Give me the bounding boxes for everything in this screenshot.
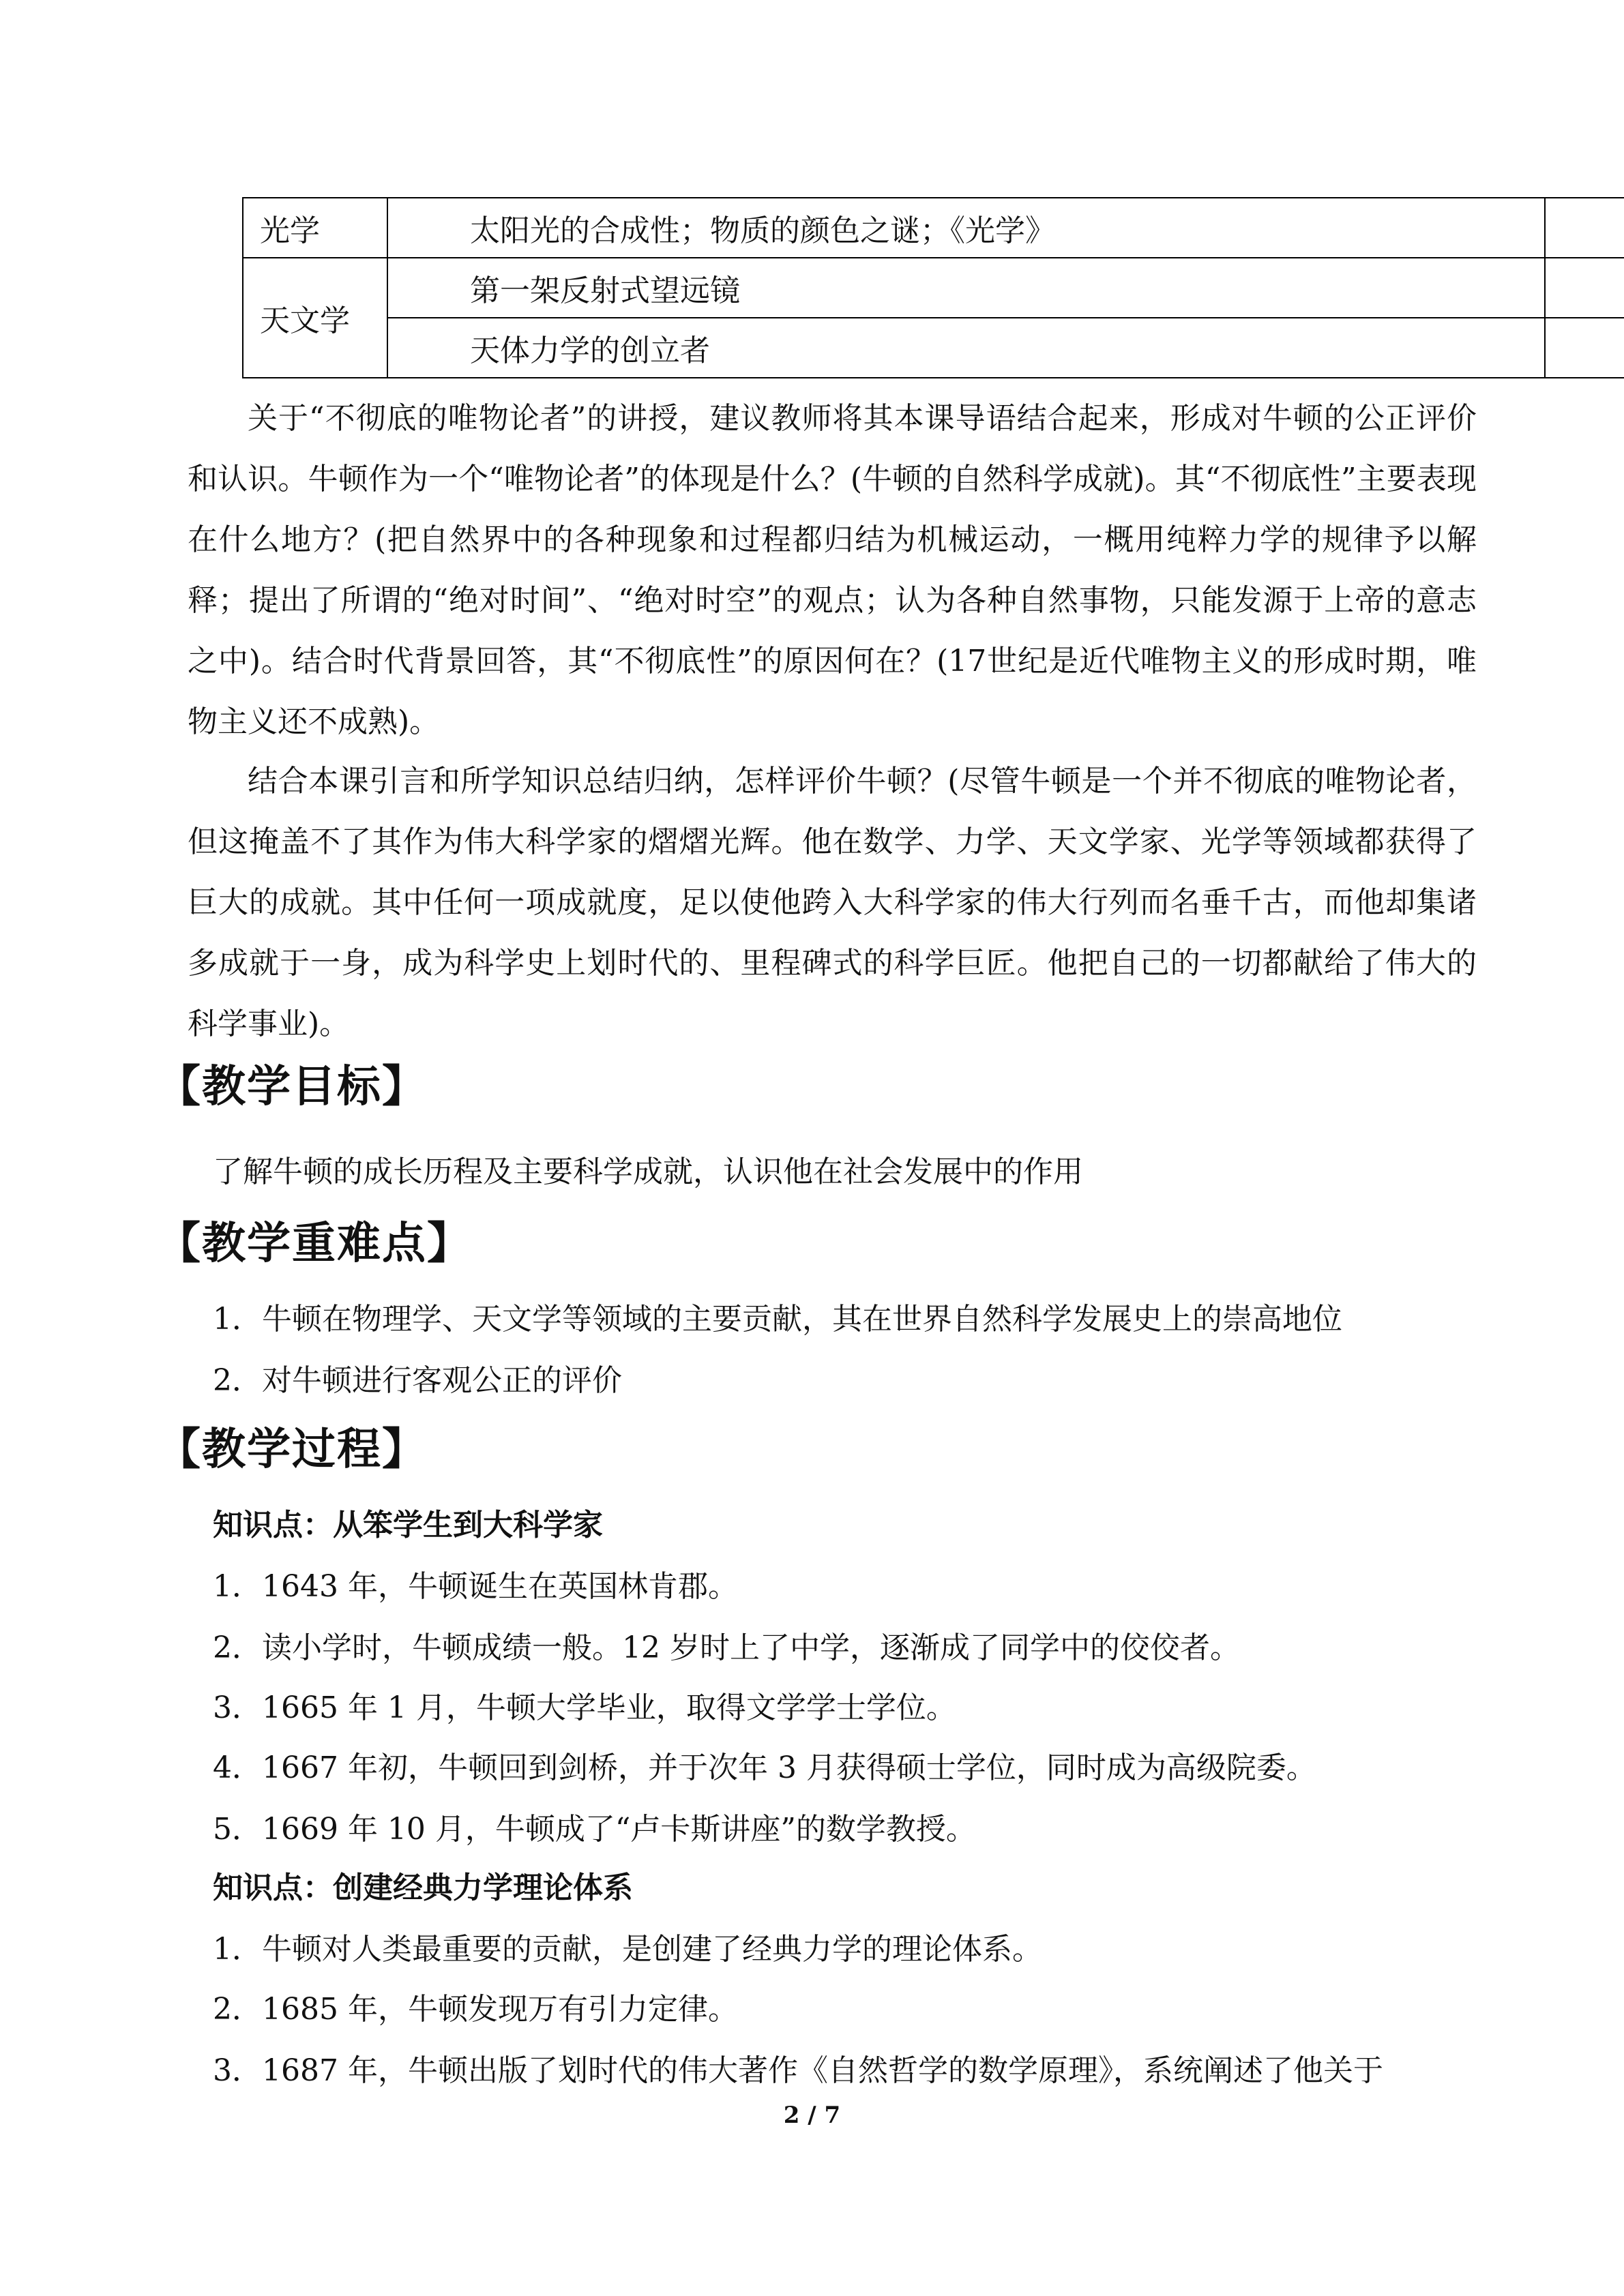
- table-cell-subject: 天文学: [243, 258, 387, 378]
- knowledge-point-title: 知识点：创建经典力学理论体系: [213, 1870, 633, 1905]
- heading-process: 【教学过程】: [157, 1425, 427, 1475]
- paragraph-evaluation: 结合本课引言和所学知识总结归纳，怎样评价牛顿？(尽管牛顿是一个并不彻底的唯物论者，但这掩盖不了其作为伟大科学家的熠熠光辉。他在数学、力学、天文学家、光学等领域都获得了巨大的成就。其中任何一项成就度，足以使他跨入大科学家的伟大行列而名垂千古，而他却集诸多成就于一身，成为科学史上划时代的、里程碑式的科学巨匠。他把自己的一切都献给了伟大的科学事业)。: [188, 764, 1477, 1041]
- table-cell-blank: [1545, 258, 1624, 318]
- table-cell-blank: [1545, 318, 1624, 378]
- heading-keypoints: 【教学重难点】: [157, 1219, 472, 1269]
- list-item: 2．读小学时，牛顿成绩一般。12 岁时上了中学，逐渐成了同学中的佼佼者。: [213, 1630, 1240, 1665]
- keypoint-item: 1．牛顿在物理学、天文学等领域的主要贡献，其在世界自然科学发展史上的崇高地位: [213, 1302, 1342, 1337]
- objectives-text: 了解牛顿的成长历程及主要科学成就，认识他在社会发展中的作用: [213, 1154, 1083, 1189]
- table-cell-content: 天体力学的创立者: [387, 318, 1545, 378]
- heading-objectives: 【教学目标】: [157, 1062, 427, 1112]
- list-item: 5．1669 年 10 月，牛顿成了“卢卡斯讲座”的数学教授。: [213, 1812, 976, 1847]
- keypoint-item: 2．对牛顿进行客观公正的评价: [213, 1363, 622, 1398]
- list-item: 1．1643 年，牛顿诞生在英国林肯郡。: [213, 1569, 738, 1604]
- list-item: 1．牛顿对人类最重要的贡献，是创建了经典力学的理论体系。: [213, 1932, 1042, 1967]
- list-item: 3．1665 年 1 月，牛顿大学毕业，取得文学学士学位。: [213, 1690, 956, 1725]
- list-item: 2．1685 年，牛顿发现万有引力定律。: [213, 1992, 738, 2027]
- table-row: [243, 318, 1624, 378]
- page-number: 2 / 7: [783, 2102, 841, 2129]
- table-cell-content: 太阳光的合成性；物质的颜色之谜；《光学》: [387, 198, 1545, 258]
- paragraph-materialist: 关于“不彻底的唯物论者”的讲授，建议教师将其本课导语结合起来，形成对牛顿的公正评价和认识。牛顿作为一个“唯物论者”的体现是什么？(牛顿的自然科学成就)。其“不彻底性”主要表现在什么地方？(把自然界中的各种现象和过程都归结为机械运动，一概用纯粹力学的规律予以解释；提出了所谓的“绝对时间”、“绝对时空”的观点；认为各种自然事物，只能发源于上帝的意志之中)。结合时代背景回答，其“不彻底性”的原因何在？(17世纪是近代唯物主义的形成时期，唯物主义还不成熟)。: [188, 401, 1477, 739]
- table-cell-content: 第一架反射式望远镜: [387, 258, 1545, 318]
- knowledge-point-title: 知识点：从笨学生到大科学家: [213, 1508, 603, 1542]
- table-row: [243, 258, 1624, 318]
- achievements-table: [242, 197, 1624, 378]
- table-cell-subject: 光学: [243, 198, 387, 258]
- table-cell-blank: [1545, 198, 1624, 258]
- list-item: 3．1687 年，牛顿出版了划时代的伟大著作《自然哲学的数学原理》，系统阐述了他关于: [213, 2053, 1383, 2088]
- table-row: [243, 198, 1624, 258]
- list-item: 4．1667 年初，牛顿回到剑桥，并于次年 3 月获得硕士学位，同时成为高级院委。: [213, 1750, 1316, 1785]
